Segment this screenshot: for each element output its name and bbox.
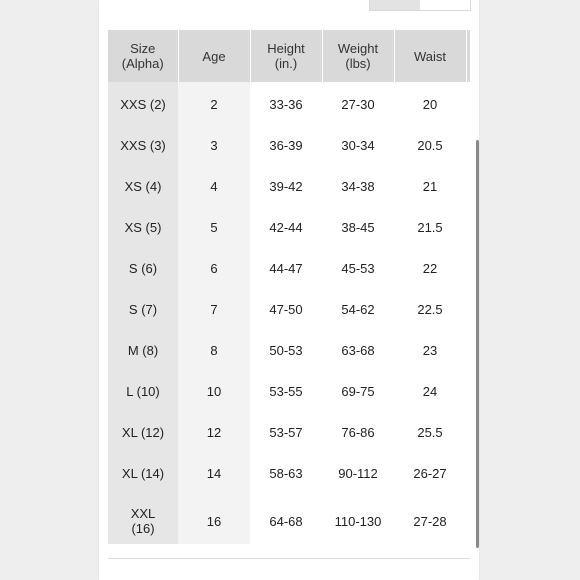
cell-weight: 38-45 bbox=[322, 207, 394, 248]
size-chart-scroll-area[interactable] bbox=[108, 30, 470, 544]
cell-size: S (6) bbox=[108, 248, 178, 289]
cell-overflow bbox=[466, 453, 470, 494]
table-row bbox=[108, 82, 470, 125]
cell-height: 50-53 bbox=[250, 330, 322, 371]
header-height bbox=[250, 30, 322, 82]
header-size bbox=[108, 30, 178, 82]
cell-weight: 63-68 bbox=[322, 330, 394, 371]
header-size-line1: Size bbox=[130, 41, 156, 56]
table-row bbox=[108, 248, 470, 289]
cell-waist: 22 bbox=[394, 248, 466, 289]
cell-overflow bbox=[466, 82, 470, 125]
table-row bbox=[108, 289, 470, 330]
cell-age: 3 bbox=[178, 125, 250, 166]
cell-weight: 27-30 bbox=[322, 82, 394, 125]
cell-weight: 34-38 bbox=[322, 166, 394, 207]
cell-size: XXS (2) bbox=[108, 82, 178, 125]
cell-height: 36-39 bbox=[250, 125, 322, 166]
table-row bbox=[108, 207, 470, 248]
cell-size: XXS (3) bbox=[108, 125, 178, 166]
cell-height: 42-44 bbox=[250, 207, 322, 248]
cell-age: 10 bbox=[178, 371, 250, 412]
cell-overflow bbox=[466, 371, 470, 412]
table-row bbox=[108, 453, 470, 494]
cell-age: 14 bbox=[178, 453, 250, 494]
cell-age: 2 bbox=[178, 82, 250, 125]
size-chart-table bbox=[108, 30, 470, 544]
cell-overflow bbox=[466, 494, 470, 544]
cell-weight: 76-86 bbox=[322, 412, 394, 453]
cell-weight: 45-53 bbox=[322, 248, 394, 289]
unit-toggle-option[interactable] bbox=[420, 0, 470, 10]
cell-overflow bbox=[466, 412, 470, 453]
cell-size: S (7) bbox=[108, 289, 178, 330]
header-height-line1: Height bbox=[267, 41, 305, 56]
header-overflow-column bbox=[466, 30, 470, 82]
cell-waist: 21.5 bbox=[394, 207, 466, 248]
cell-waist: 24 bbox=[394, 371, 466, 412]
table-row bbox=[108, 166, 470, 207]
unit-toggle-option-active[interactable] bbox=[370, 0, 420, 10]
cell-size: XS (4) bbox=[108, 166, 178, 207]
header-weight-line2: (lbs) bbox=[345, 56, 371, 71]
cell-height: 44-47 bbox=[250, 248, 322, 289]
cell-overflow bbox=[466, 289, 470, 330]
cell-size: XS (5) bbox=[108, 207, 178, 248]
vertical-scrollbar[interactable] bbox=[476, 140, 479, 548]
cell-waist: 22.5 bbox=[394, 289, 466, 330]
cell-size: XL (12) bbox=[108, 412, 178, 453]
cell-waist: 20.5 bbox=[394, 125, 466, 166]
cell-weight: 54-62 bbox=[322, 289, 394, 330]
cell-waist: 27-28 bbox=[394, 494, 466, 544]
header-waist-label: Waist bbox=[413, 48, 447, 64]
cell-overflow bbox=[466, 330, 470, 371]
header-waist bbox=[394, 30, 466, 82]
cell-waist: 21 bbox=[394, 166, 466, 207]
cell-age: 5 bbox=[178, 207, 250, 248]
cell-height: 58-63 bbox=[250, 453, 322, 494]
cell-height: 53-55 bbox=[250, 371, 322, 412]
table-header-row bbox=[108, 30, 470, 82]
cell-weight: 110-130 bbox=[322, 494, 394, 544]
table-row bbox=[108, 494, 470, 544]
cell-waist: 26-27 bbox=[394, 453, 466, 494]
cell-size: M (8) bbox=[108, 330, 178, 371]
cell-overflow bbox=[466, 207, 470, 248]
cell-height: 53-57 bbox=[250, 412, 322, 453]
cell-age: 4 bbox=[178, 166, 250, 207]
header-age-label: Age bbox=[202, 48, 226, 64]
table-row bbox=[108, 412, 470, 453]
unit-toggle[interactable] bbox=[369, 0, 471, 11]
cell-weight: 69-75 bbox=[322, 371, 394, 412]
cell-height: 64-68 bbox=[250, 494, 322, 544]
cell-weight: 30-34 bbox=[322, 125, 394, 166]
cell-age: 16 bbox=[178, 494, 250, 544]
cell-size bbox=[108, 494, 178, 544]
size-chart-panel bbox=[99, 0, 479, 580]
cell-age: 7 bbox=[178, 289, 250, 330]
cell-age: 12 bbox=[178, 412, 250, 453]
table-row bbox=[108, 125, 470, 166]
cell-waist: 25.5 bbox=[394, 412, 466, 453]
header-weight bbox=[322, 30, 394, 82]
cell-overflow bbox=[466, 248, 470, 289]
cell-size-line1: XXL bbox=[130, 506, 156, 521]
header-size-line2: (Alpha) bbox=[121, 56, 164, 71]
table-row bbox=[108, 330, 470, 371]
cell-waist: 23 bbox=[394, 330, 466, 371]
cell-height: 47-50 bbox=[250, 289, 322, 330]
header-height-line2: (in.) bbox=[274, 56, 298, 71]
header-age bbox=[178, 30, 250, 82]
table-row bbox=[108, 371, 470, 412]
cell-waist: 20 bbox=[394, 82, 466, 125]
cell-overflow bbox=[466, 125, 470, 166]
header-weight-line1: Weight bbox=[337, 41, 379, 56]
cell-height: 33-36 bbox=[250, 82, 322, 125]
cell-size: XL (14) bbox=[108, 453, 178, 494]
cell-size: L (10) bbox=[108, 371, 178, 412]
divider bbox=[108, 558, 470, 559]
cell-overflow bbox=[466, 166, 470, 207]
cell-height: 39-42 bbox=[250, 166, 322, 207]
cell-age: 6 bbox=[178, 248, 250, 289]
cell-age: 8 bbox=[178, 330, 250, 371]
cell-size-line2: (16) bbox=[131, 521, 155, 536]
cell-weight: 90-112 bbox=[322, 453, 394, 494]
